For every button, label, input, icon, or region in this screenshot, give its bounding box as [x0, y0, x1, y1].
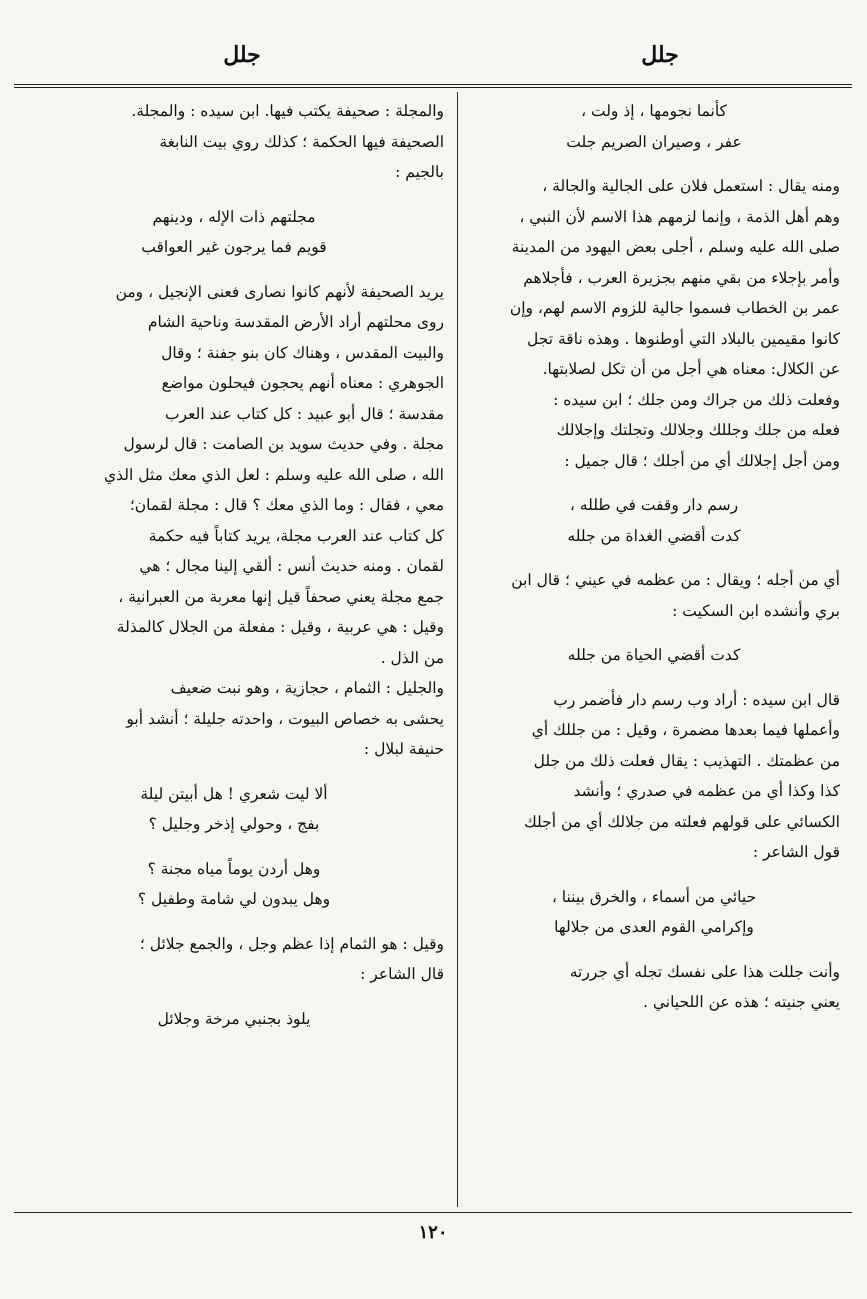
verse-line: كأنما نجومها ، إذ ولت ،	[581, 102, 727, 120]
text-line: وقيل : هو الثمام إذا عظم وجل ، والجمع جلائل ؛	[139, 934, 444, 953]
block-gap	[24, 765, 444, 779]
text-line: مقدسة ؛ قال أبو عبيد : كل كتاب عند العرب	[164, 404, 444, 423]
text-line: والبيت المقدس ، وهناك كان بنو جفنة ؛ وقال	[161, 343, 444, 362]
block-gap	[24, 990, 444, 1004]
block-gap	[468, 551, 840, 565]
block-gap	[24, 915, 444, 929]
text-line: صلى الله عليه وسلم ، أجلى بعض اليهود من المدينة	[511, 238, 840, 256]
text-line: قال الشاعر :	[360, 965, 444, 983]
text-line: الصحيفة فيها الحكمة ؛ كذلك روي بيت النابغة	[159, 132, 444, 151]
verse-line: وهل يبدون لي شامة وطفيل ؟	[137, 890, 331, 908]
text-line: كل كتاب عند العرب مجلة، يريد كتاباً فيه حكمة	[148, 526, 444, 545]
text-line: حنيفة لبلال :	[363, 740, 444, 758]
header-rule	[14, 84, 852, 85]
text-line: الجوهري : معناه أنهم يحجون فيحلون مواضع	[161, 374, 444, 392]
left-column	[24, 96, 444, 1034]
text-line: وهم أهل الذمة ، وإنما لزمهم هذا الاسم لأن النبي ،	[519, 207, 840, 226]
text-line: وأعملها فيما بعدها مضمرة ، وقيل : من جللك أي	[531, 721, 840, 739]
text-line: بري وأنشده ابن السكيت :	[672, 601, 840, 620]
verse-line: كدت أقضي الحياة من جلله	[567, 646, 741, 664]
block-gap	[468, 943, 840, 957]
text-line: والمجلة : صحيفة يكتب فيها. ابن سيده : والمجلة.	[131, 102, 444, 120]
text-line: من الذل .	[380, 648, 444, 667]
text-line: قول الشاعر :	[752, 843, 840, 861]
text-line: يعني جنيته ؛ هذه عن اللحياني .	[642, 993, 840, 1011]
verse-line: وهل أردن يوماً مياه مجنة ؟	[147, 859, 321, 878]
right-column	[468, 96, 840, 1018]
text-line: من عظمتك . التهذيب : يقال فعلت ذلك من جلل	[533, 751, 840, 770]
text-line: بالجيم :	[395, 163, 444, 181]
text-line: وأمر بإجلاء من بقي منهم بجزيرة العرب ، فأجلاهم	[523, 268, 840, 287]
text-line: جمع مجلة يعني صحفاً قيل إنها معربة من العبرانية ،	[118, 587, 444, 606]
block-gap	[468, 671, 840, 685]
text-line: وفعلت ذلك من جراك ومن جلك ؛ ابن سيده :	[553, 390, 840, 409]
verse-line: عفر ، وصيران الصريم جلت	[566, 132, 742, 151]
page-number: ١٢٠	[418, 1222, 448, 1243]
text-line: لقمان . ومنه حديث أنس : ألقي إلينا مجال ؛ هي	[139, 557, 444, 575]
verse-line: وإكرامي القوم العدى من جلالها	[554, 918, 754, 936]
header-rule-double	[14, 87, 852, 88]
text-line: روى محلتهم أراد الأرض المقدسة وناحية الشام	[147, 313, 444, 331]
verse-line: رسم دار وقفت في طلله ،	[569, 496, 739, 514]
block-gap	[24, 840, 444, 854]
block-gap	[468, 157, 840, 171]
text-line: ومنه يقال : استعمل فلان على الجالية والجالة ،	[542, 177, 840, 195]
text-line: الكسائي على قولهم فعلته من جلالك أي من أجلك	[523, 812, 840, 831]
header-word-left: جلل	[223, 42, 261, 68]
block-gap	[24, 263, 444, 277]
verse-line: يلوذ بجنبي مرخة وجلائل	[157, 1009, 311, 1028]
text-line: يحشى به خصاص البيوت ، واحدته جليلة ؛ أنشد أبو	[126, 709, 444, 728]
text-line: ومن أجل إجلالك أي من أجلك ؛ قال جميل :	[564, 451, 840, 470]
text-line: قال ابن سيده : أراد وب رسم دار فأضمر رب	[553, 690, 840, 709]
text-line: وقيل : هي عربية ، وقيل : مفعلة من الجلال كالمذلة	[116, 618, 444, 636]
block-gap	[468, 626, 840, 640]
verse-line: مجلتهم ذات الإله ، ودينهم	[152, 207, 316, 226]
block-gap	[24, 188, 444, 202]
text-line: مجلة . وفي حديث سويد بن الصامت : قال لرسول	[123, 435, 444, 453]
text-line: كذا وكذا أي من عظمه في صدري ؛ وأنشد	[573, 782, 840, 800]
verse-line: بفج ، وحولي إذخر وجليل ؟	[148, 815, 320, 833]
block-gap	[468, 476, 840, 490]
text-line: عن الكلال: معناه هي أجل من أن تكل لصلابتها.	[542, 360, 840, 378]
text-line: معي ، فقال : وما الذي معك ؟ قال : مجلة لقمان؛	[129, 496, 444, 514]
block-gap	[468, 868, 840, 882]
text-line: عمر بن الخطاب فسموا جالية للزوم الاسم لهم، وإن	[509, 299, 840, 317]
text-line: والجليل : الثمام ، حجازية ، وهو نبت ضعيف	[170, 679, 444, 697]
text-line: كانوا مقيمين بالبلاد التي أوطنوها . وهذه ناقة تجل	[527, 329, 840, 348]
text-line: وأنت جللت هذا على نفسك تجله أي جررته	[569, 962, 840, 981]
header-word-right: جلل	[641, 42, 679, 68]
verse-line: قويم فما يرجون غير العواقب	[141, 238, 327, 256]
column-separator	[457, 92, 458, 1207]
text-line: يريد الصحيفة لأنهم كانوا نصارى فعنى الإنجيل ، ومن	[115, 282, 444, 301]
verse-line: حيائي من أسماء ، والخرق بيننا ،	[551, 887, 757, 906]
text-line: فعله من جلك وجللك وجلالك وتجلتك وإجلالك	[556, 421, 840, 439]
verse-line: ألا ليت شعري ! هل أبيتن ليلة	[140, 784, 328, 803]
verse-line: كدت أقضي الغداة من جلله	[567, 526, 741, 545]
text-line: الله ، صلى الله عليه وسلم : لعل الذي معك مثل الذي	[104, 465, 444, 484]
text-line: أي من أجله ؛ ويقال : من عظمه في عيني ؛ قال ابن	[511, 571, 840, 589]
footer-rule	[14, 1212, 852, 1213]
